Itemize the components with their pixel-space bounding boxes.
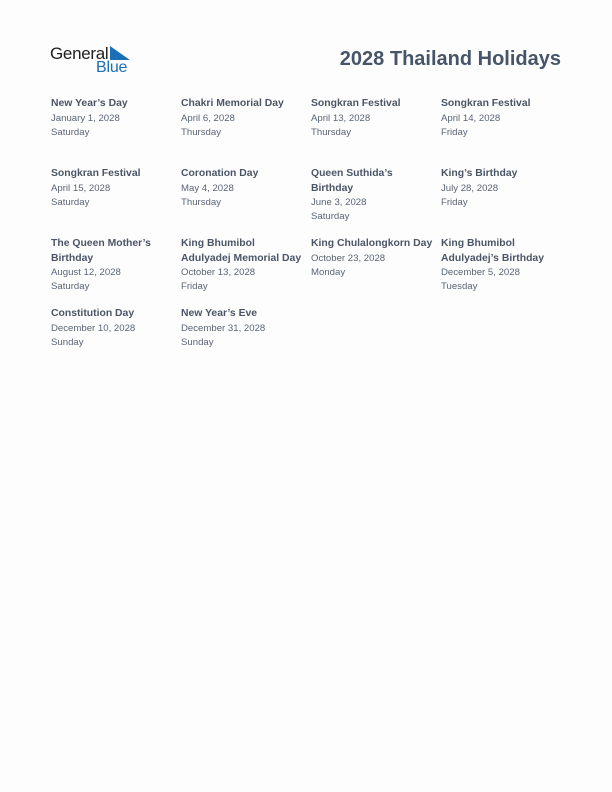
holiday-weekday: Thursday bbox=[181, 196, 221, 208]
holiday-date: August 12, 2028 bbox=[51, 267, 121, 278]
holiday-date: April 14, 2028 bbox=[441, 112, 501, 124]
holiday-date: January 1, 2028 bbox=[51, 112, 120, 124]
holiday-name: Coronation Day bbox=[181, 168, 259, 179]
holiday-item bbox=[441, 97, 571, 167]
holiday-weekday: Saturday bbox=[51, 196, 90, 208]
holiday-date: April 13, 2028 bbox=[311, 112, 371, 124]
page-title: 2028 Thailand Holidays bbox=[339, 48, 561, 70]
holiday-item bbox=[441, 237, 571, 307]
holiday-name: The Queen Mother’s Birthday bbox=[51, 238, 151, 264]
holiday-date: April 15, 2028 bbox=[51, 182, 111, 194]
holiday-item bbox=[181, 237, 311, 307]
holiday-weekday: Tuesday bbox=[441, 281, 478, 292]
holiday-name: King Bhumibol Adulyadej’s Birthday bbox=[441, 238, 544, 264]
holiday-weekday: Sunday bbox=[181, 336, 214, 348]
holiday-item bbox=[181, 167, 311, 237]
holiday-grid bbox=[51, 97, 571, 350]
holiday-name: Songkran Festival bbox=[311, 98, 401, 109]
holiday-weekday: Thursday bbox=[181, 126, 221, 138]
logo-triangle-icon bbox=[110, 46, 130, 60]
holiday-item bbox=[311, 237, 441, 307]
holiday-item bbox=[51, 97, 181, 167]
logo-word-general: General bbox=[50, 44, 109, 63]
holiday-name: Constitution Day bbox=[51, 308, 135, 319]
holiday-name: Queen Suthida’s Birthday bbox=[311, 168, 393, 194]
general-blue-logo bbox=[50, 44, 140, 78]
holiday-weekday: Sunday bbox=[51, 336, 84, 348]
holiday-date: December 10, 2028 bbox=[51, 322, 136, 334]
holiday-item bbox=[181, 97, 311, 167]
holiday-name: Chakri Memorial Day bbox=[181, 98, 284, 109]
holiday-item bbox=[311, 167, 441, 237]
holiday-name: Songkran Festival bbox=[51, 168, 141, 179]
logo-word-blue: Blue bbox=[96, 59, 128, 76]
holiday-weekday: Thursday bbox=[311, 126, 351, 138]
holiday-date: May 4, 2028 bbox=[181, 182, 234, 194]
holiday-name: Songkran Festival bbox=[441, 98, 531, 109]
holiday-item bbox=[51, 237, 181, 307]
holiday-name: King’s Birthday bbox=[441, 168, 518, 179]
holiday-weekday: Saturday bbox=[311, 211, 350, 222]
holiday-name: New Year’s Eve bbox=[181, 308, 258, 319]
holiday-item bbox=[51, 307, 181, 350]
holiday-date: October 23, 2028 bbox=[311, 252, 386, 264]
holiday-weekday: Friday bbox=[441, 126, 468, 138]
holiday-weekday: Monday bbox=[311, 266, 346, 278]
holiday-date: October 13, 2028 bbox=[181, 267, 256, 278]
holiday-item bbox=[311, 97, 441, 167]
holiday-name: New Year’s Day bbox=[51, 98, 128, 109]
holiday-weekday: Friday bbox=[441, 196, 468, 208]
holiday-item bbox=[181, 307, 311, 350]
holiday-weekday: Saturday bbox=[51, 126, 90, 138]
holiday-date: April 6, 2028 bbox=[181, 112, 235, 124]
holiday-item bbox=[51, 167, 181, 237]
holiday-date: December 5, 2028 bbox=[441, 267, 520, 278]
holiday-date: December 31, 2028 bbox=[181, 322, 266, 334]
holiday-name: King Bhumibol Adulyadej Memorial Day bbox=[181, 238, 302, 264]
holiday-date: June 3, 2028 bbox=[311, 197, 367, 208]
holiday-weekday: Friday bbox=[181, 281, 208, 292]
holiday-weekday: Saturday bbox=[51, 281, 90, 292]
holiday-item bbox=[441, 167, 571, 237]
holiday-date: July 28, 2028 bbox=[441, 182, 499, 194]
holiday-name: King Chulalongkorn Day bbox=[311, 238, 433, 249]
